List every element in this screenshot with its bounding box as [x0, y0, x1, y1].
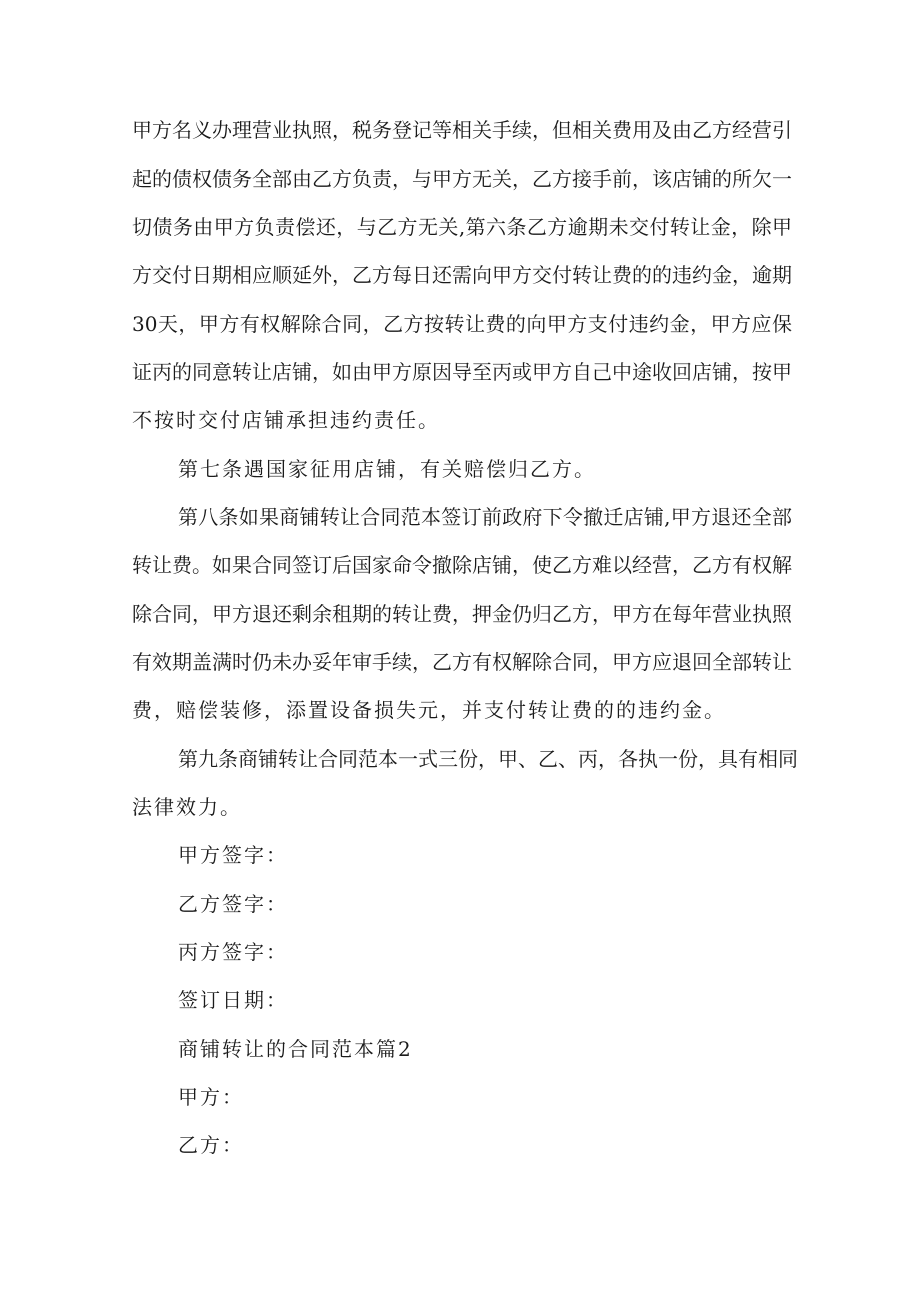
paragraph-line: 30天，甲方有权解除合同，乙方按转让费的向甲方支付违约金，甲方应保	[132, 312, 792, 336]
paragraph-line: 起的债权债务全部由乙方负责，与甲方无关，乙方接手前，该店铺的所欠一	[132, 167, 792, 191]
party-a-label: 甲方：	[178, 1085, 244, 1109]
party-c-signature-label: 丙方签字：	[178, 940, 288, 964]
party-b-label: 乙方：	[178, 1133, 244, 1157]
paragraph-line: 法律效力。	[132, 795, 242, 819]
paragraph-line: 有效期盖满时仍未办妥年审手续，乙方有权解除合同，甲方应退回全部转让	[132, 650, 792, 674]
party-a-signature-label: 甲方签字：	[178, 843, 288, 867]
article-9-first-line: 第九条商铺转让合同范本一式三份，甲、乙、丙，各执一份，具有相同	[178, 747, 798, 771]
signing-date-label: 签订日期：	[178, 988, 288, 1012]
party-b-signature-label: 乙方签字：	[178, 892, 288, 916]
section-heading: 商铺转让的合同范本篇2	[178, 1037, 413, 1061]
paragraph-line: 除合同，甲方退还剩余租期的转让费，押金仍归乙方，甲方在每年营业执照	[132, 602, 792, 626]
paragraph-line: 方交付日期相应顺延外，乙方每日还需向甲方交付转让费的的违约金，逾期	[132, 263, 792, 287]
paragraph-line: 转让费。如果合同签订后国家命令撤除店铺，使乙方难以经营，乙方有权解	[132, 553, 792, 577]
paragraph-line: 不按时交付店铺承担违约责任。	[132, 408, 440, 432]
paragraph-line: 费，赔偿装修，添置设备损失元，并支付转让费的的违约金。	[132, 698, 726, 722]
article-8-first-line: 第八条如果商铺转让合同范本签订前政府下令撤迁店铺,甲方退还全部	[178, 505, 792, 529]
article-7: 第七条遇国家征用店铺，有关赔偿归乙方。	[178, 457, 596, 481]
paragraph-line: 甲方名义办理营业执照，税务登记等相关手续，但相关费用及由乙方经营引	[132, 118, 792, 142]
paragraph-line: 证丙的同意转让店铺，如由甲方原因导至丙或甲方自己中途收回店铺，按甲	[132, 360, 792, 384]
paragraph-line: 切债务由甲方负责偿还，与乙方无关,第六条乙方逾期未交付转让金，除甲	[132, 215, 792, 239]
